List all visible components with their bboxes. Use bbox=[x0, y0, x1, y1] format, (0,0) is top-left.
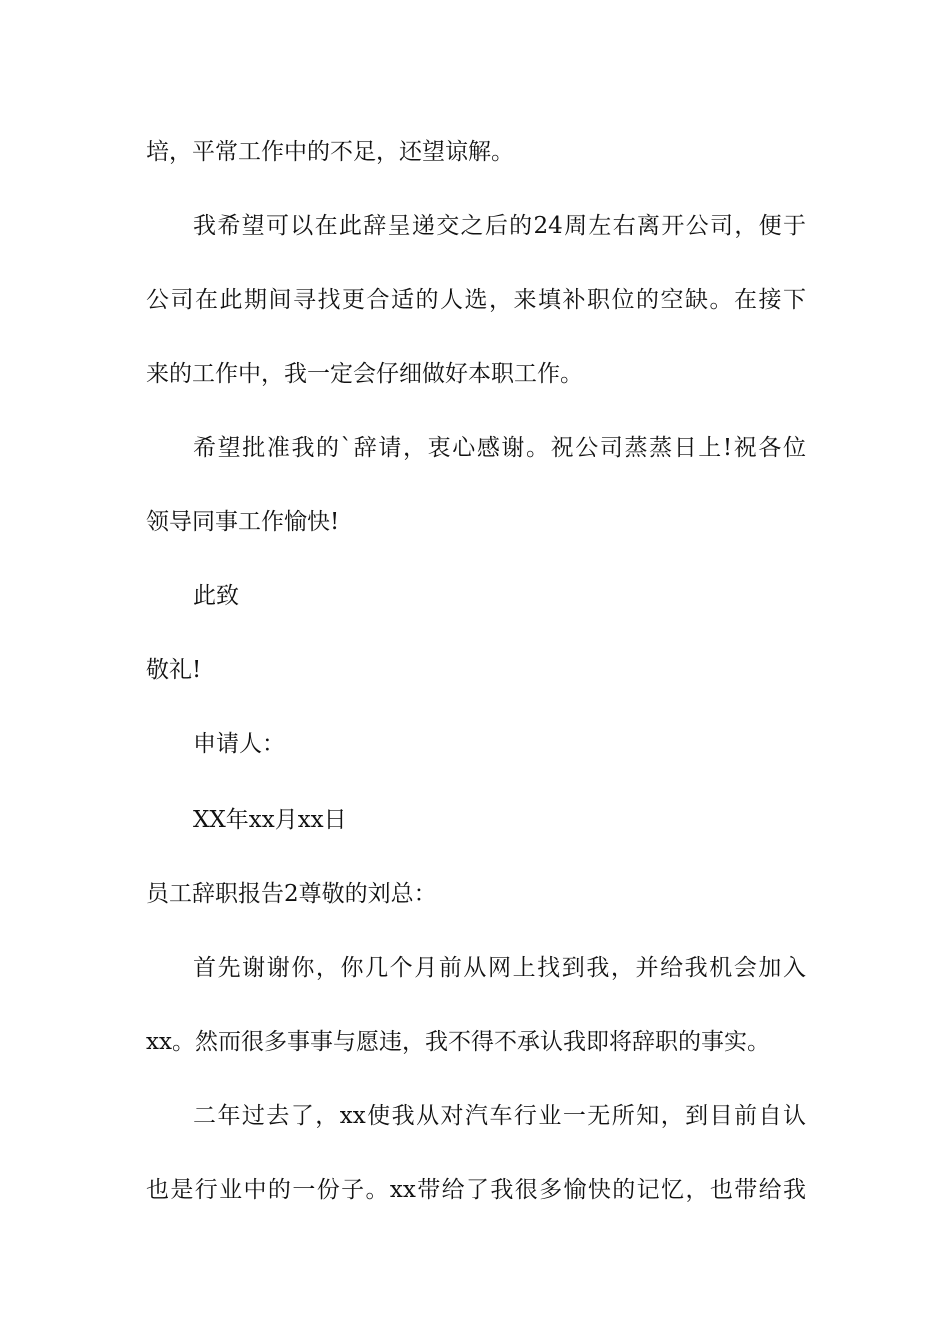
applicant-label: 申请人： bbox=[193, 731, 285, 757]
closing-regards: 敬礼! bbox=[146, 657, 202, 683]
section-heading: 员工辞职报告2尊敬的刘总： bbox=[146, 881, 437, 907]
date-line: XX年xx月xx日 bbox=[193, 807, 347, 833]
text-line: 来的工作中，我一定会仔细做好本职工作。 bbox=[146, 361, 583, 387]
text-line: 领导同事工作愉快! bbox=[146, 509, 340, 535]
paragraph-start-line: 二年过去了，xx使我从对汽车行业一无所知，到目前自认 bbox=[193, 1103, 806, 1129]
text-line: 公司在此期间寻找更合适的人选，来填补职位的空缺。在接下 bbox=[146, 287, 806, 313]
paragraph-start-line: 我希望可以在此辞呈递交之后的24周左右离开公司，便于 bbox=[193, 213, 806, 239]
text-line: 也是行业中的一份子。xx带给了我很多愉快的记忆，也带给我 bbox=[146, 1177, 806, 1203]
text-line: xx。然而很多事事与愿违，我不得不承认我即将辞职的事实。 bbox=[146, 1029, 770, 1055]
closing-salutation: 此致 bbox=[193, 583, 239, 609]
text-line: 培，平常工作中的不足，还望谅解。 bbox=[146, 139, 514, 165]
paragraph-start-line: 首先谢谢你，你几个月前从网上找到我，并给我机会加入 bbox=[193, 955, 806, 981]
paragraph-start-line: 希望批准我的`辞请，衷心感谢。祝公司蒸蒸日上!祝各位 bbox=[193, 435, 806, 461]
